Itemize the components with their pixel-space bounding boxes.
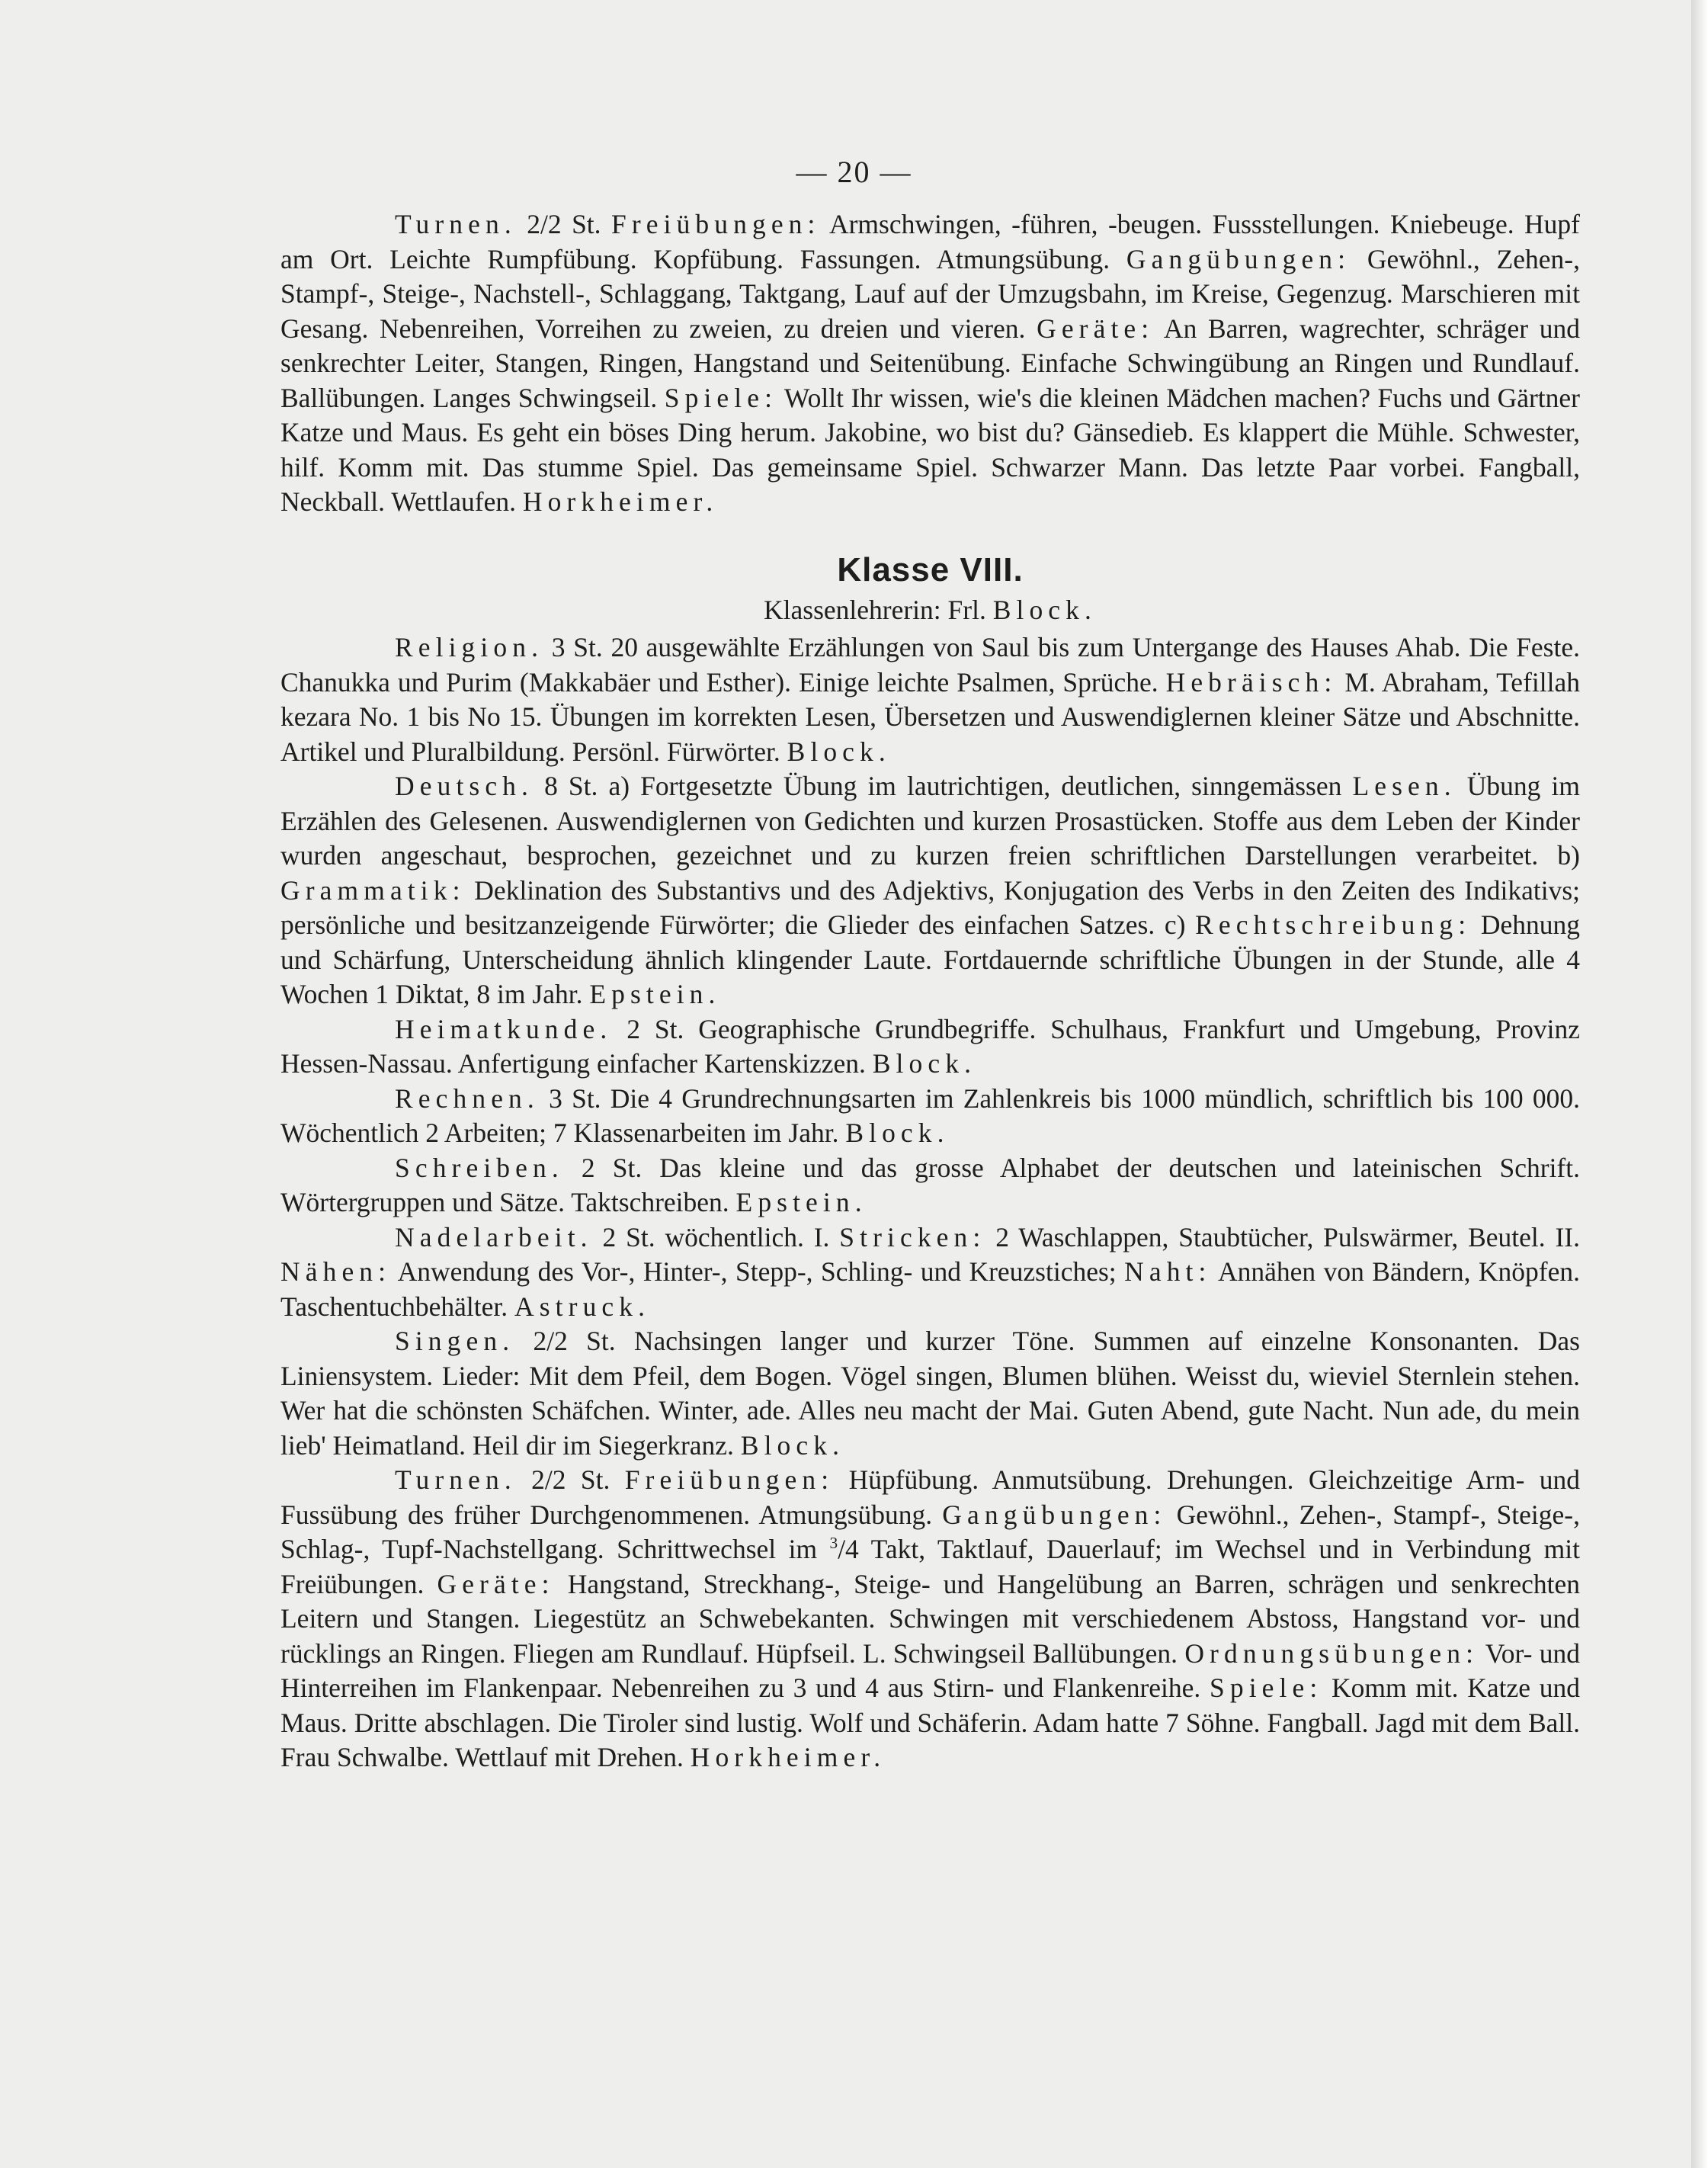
teacher-name: Astruck. [514,1291,651,1322]
teacher-name: Block. [787,736,891,767]
paragraph-text: 2/2 St. [516,1464,625,1495]
paragraph-text: 2 St. wöchentlich. I. [592,1221,840,1252]
page-edge [1691,0,1708,2168]
paragraph-text: Annähen von Bändern, Knöpfen. Taschentuchbehälter. [280,1256,1580,1322]
teacher-name: Epstein. [589,979,721,1009]
paragraph-turnen-vii [280,207,1580,520]
subsection-term: Freiübungen: [610,209,821,239]
subsection-term: Lesen. [1352,771,1456,801]
teacher-name: Block. [872,1048,977,1079]
subject-heading: Schreiben. [395,1152,564,1183]
paragraph-turnen-viii [280,1463,1580,1775]
subsection-term: Gangübungen: [942,1499,1167,1530]
paragraph-nadelarbeit [280,1220,1580,1325]
subject-heading: Religion. [395,632,544,662]
page-number: — 20 — [796,155,912,189]
subsection-term: Spiele: [1210,1673,1323,1703]
subject-heading: Nadelarbeit. [395,1221,593,1252]
subsection-term: Hebräisch: [1165,666,1338,698]
subsection-term: Nähen: [280,1256,392,1287]
paragraph-text: Übung im Erzählen des Gelesenen. Auswendiglernen von Gedichten und kurzen Prosastücken. Stoffe aus dem Leben der Kinder wurden angeschaut, besprochen, gezeichnet und zu kurzen freien schriftlichen Darstellungen verarbeitet. b) [280,771,1580,871]
paragraph-text: Dehnung und Schärfung, Unterscheidung ähnlich klingender Laute. Fortdauernde schriftliche Übungen in der Stunde, alle 4 Wochen 1 Diktat, 8 im Jahr. [280,909,1580,1009]
paragraph-text: 2 St. Geographische Grundbegriffe. Schulhaus, Frankfurt und Umgebung, Provinz Hessen-Nassau. Anfertigung einfacher Kartenskizzen. [280,1013,1580,1079]
teacher-name: Epstein. [735,1187,867,1217]
paragraph-rechnen [280,1082,1580,1151]
paragraph-text: M. Abraham, Tefillah kezara No. 1 bis No 15. Übungen im korrekten Lesen, Übersetzen und Auswendiglernen kleiner Sätze und Abschnitte. Artikel und Pluralbildung. Persönl. Fürwörter. [280,666,1580,767]
subject-heading: Singen. [395,1326,515,1356]
paragraph-text: Takt, Taktlauf, Dauerlauf; im Wechsel und in Verbindung mit Freiübungen. [280,1534,1580,1599]
subsection-term: Geräte: [1037,313,1155,344]
paragraph-text: Gewöhnl., Zehen-, Stampf-, Steige-, Schlag-, Tupf-Nachstellgang. Schrittwechsel im [280,1499,1580,1564]
subsection-term: Rechtschreibung: [1195,909,1472,940]
subject-heading: Deutsch. [395,771,534,801]
subsection-term: Ordnungsübungen: [1184,1637,1479,1669]
class-teacher-label: Klassenlehrerin: Frl. [764,594,993,625]
paragraph-heimatkunde [280,1012,1580,1082]
subject-heading: Turnen. [395,209,517,239]
paragraph-schreiben [280,1151,1580,1220]
paragraph-text: 2 Waschlappen, Staubtücher, Pulswärmer, Beutel. II. [985,1221,1580,1252]
class-heading: Klasse VIII. [837,550,1024,589]
paragraph-text: An Barren, wagrechter, schräger und senkrechter Leiter, Stangen, Ringen, Hangstand und Seitenübung. Einfache Schwingübung an Ringen und Rundlauf. Ballübungen. Langes Schwingseil. [280,313,1580,413]
paragraph-text: Deklination des Substantivs und des Adjektivs, Konjugation des Verbs in den Zeiten des Indikativs; persönliche und besitzanzeigende Fürwörter; die Glieder des einfachen Satzes. c) [280,874,1580,940]
paragraph-text: Hangstand, Streckhang-, Steige- und Hangelübung an Barren, schrägen und senkrechten Leitern und Stangen. Liegestütz an Schwebekanten. Schwingen mit verschiedenem Abstoss, Hangstand vor- und rücklings an Ringen. Fliegen am Rundlauf. Hüpfseil. L. Schwingseil Ballübungen. [280,1568,1580,1669]
paragraph-text: 3 St. 20 ausgewählte Erzählungen von Saul bis zum Untergange des Hauses Ahab. Die Feste. Chanukka und Purim (Makkabäer und Esther). Einige leichte Psalmen, Sprüche. [280,632,1580,698]
paragraph-text: Gewöhnl., Zehen-, Stampf-, Steige-, Nachstell-, Schlaggang, Taktgang, Lauf auf der Umzugsbahn, im Kreise, Gegenzug. Marschieren mit Gesang. Nebenreihen, Vorreihen zu zweien, zu dreien und vieren. [280,243,1580,344]
paragraph-text: 2/2 St. Nachsingen langer und kurzer Töne. Summen auf einzelne Konsonanten. Das Liniensystem. Lieder: Mit dem Pfeil, dem Bogen. Vögel singen, Blumen blühen. Weisst du, wieviel Sternlein stehen. Wer hat die schönsten Schäfchen. Winter, ade. Alles neu macht der Mai. Guten Abend, gute Nacht. Nun ade, du mein lieb' Heimatland. Heil dir im Siegerkranz. [280,1326,1580,1461]
teacher-name: Block. [740,1429,845,1461]
fraction-numerator: 3 [829,1534,838,1553]
subject-heading: Heimatkunde. [395,1013,613,1044]
paragraph-singen [280,1324,1580,1463]
subsection-term: Naht: [1124,1256,1212,1287]
subject-heading: Turnen. [395,1464,517,1495]
subsection-term: Spiele: [664,382,778,413]
document-body [280,207,1580,1775]
paragraph-text: 2 St. Das kleine und das grosse Alphabet der deutschen und lateinischen Schrift. Wörtergruppen und Sätze. Taktschreiben. [280,1152,1580,1217]
teacher-name: Block. [845,1118,950,1148]
paragraph-deutsch [280,769,1580,1012]
paragraph-text: Anwendung des Vor-, Hinter-, Stepp-, Schling- und Kreuzstiches; [391,1256,1125,1287]
paragraph-text: Komm mit. Katze und Maus. Dritte abschlagen. Die Tiroler sind lustig. Wolf und Schäferin. Adam hatte 7 Söhne. Fangball. Jagd mit dem Ball. Frau Schwalbe. Wettlauf mit Drehen. [280,1673,1580,1772]
subsection-term: Gangübungen: [1126,243,1351,274]
class-teacher-line [280,593,1580,628]
subject-heading: Rechnen. [395,1082,540,1114]
paragraph-text: 2/2 St. [516,209,611,239]
teacher-name: Block. [992,594,1097,625]
paragraph-text: 3 St. Die 4 Grundrechnungsarten im Zahlenkreis bis 1000 mündlich, schriftlich bis 100 000. Wöchentlich 2 Arbeiten; 7 Klassenarbeiten im Jahr. [280,1082,1580,1148]
subsection-term: Grammatik: [280,874,466,906]
subsection-term: Freiübungen: [624,1464,835,1495]
paragraph-religion [280,630,1580,769]
subsection-term: Stricken: [839,1221,986,1252]
fraction-denominator: /4 [838,1534,859,1564]
paragraph-text: Wollt Ihr wissen, wie's die kleinen Mädchen machen? Fuchs und Gärtner Katze und Maus. Es geht ein böses Ding herum. Jakobine, wo bist du? Gänsedieb. Es klappert die Mühle. Schwester, hilf. Komm mit. Das stumme Spiel. Das gemeinsame Spiel. Schwarzer Mann. Das letzte Paar vorbei. Fangball, Neckball. Wettlaufen. [280,382,1580,517]
paragraph-text: 8 St. a) Fortgesetzte Übung im lautrichtigen, deutlichen, sinngemässen [534,771,1353,801]
teacher-name: Horkheimer. [690,1742,886,1772]
paragraph-text: Vor- und Hinterreihen im Flankenpaar. Nebenreihen zu 3 und 4 aus Stirn- und Flankenreihe. [280,1637,1580,1703]
paragraph-text: Armschwingen, -führen, -beugen. Fussstellungen. Kniebeuge. Hupf am Ort. Leichte Rumpfübung. Kopfübung. Fassungen. Atmungsübung. [280,209,1580,274]
paragraph-text: Hüpfübung. Anmutsübung. Drehungen. Gleichzeitige Arm- und Fussübung des früher Durchgenommenen. Atmungsübung. [280,1464,1580,1530]
subsection-term: Geräte: [437,1568,555,1599]
teacher-name: Horkheimer. [522,486,719,517]
